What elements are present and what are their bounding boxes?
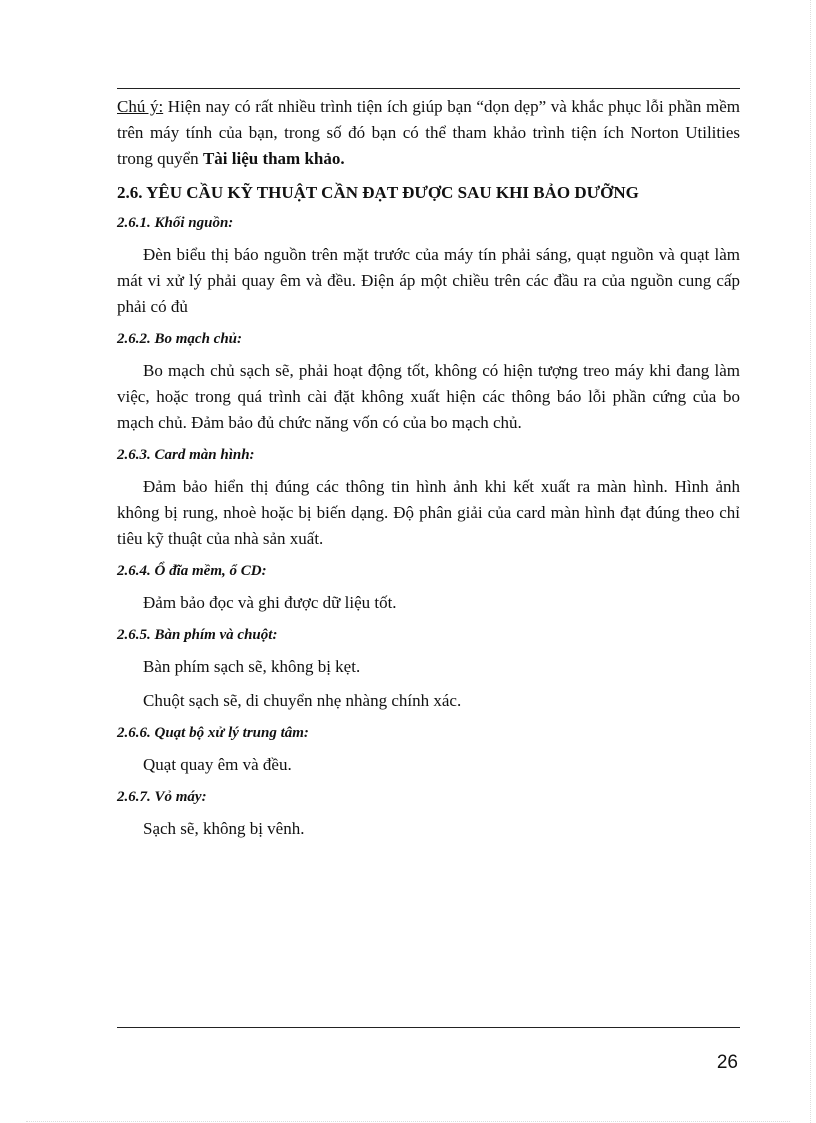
section-heading: 2.6. YÊU CẦU KỸ THUẬT CẦN ĐẠT ĐƯỢC SAU KHI BẢO DƯỠNG xyxy=(117,183,639,202)
subsection-heading: 2.6.6. Quạt bộ xử lý trung tâm: xyxy=(117,725,309,741)
subsection-paragraph: Bo mạch chủ sạch sẽ, phải hoạt động tốt, không có hiện tượng treo máy khi đang làm việc, hoặc trong quá trình cài đặt không xuất hiện các thông báo lỗi phần cứng của bo mạch chủ. Đảm bảo đủ chức năng vốn có của bo mạch chủ. xyxy=(117,361,740,432)
page-edge-right xyxy=(810,0,811,1123)
subsection-paragraph: Đảm bảo hiển thị đúng các thông tin hình ảnh khi kết xuất ra màn hình. Hình ảnh không bị rung, nhoè hoặc bị biến dạng. Độ phân giải của card màn hình đạt đúng theo chỉ tiêu kỹ thuật của nhà sản xuất. xyxy=(117,477,740,548)
subsection-line: Bàn phím sạch sẽ, không bị kẹt. xyxy=(143,657,361,676)
subsection-heading: 2.6.3. Card màn hình: xyxy=(117,447,255,463)
note-text: Hiện nay có rất nhiều trình tiện ích giúp bạn “dọn dẹp” và khắc phục lỗi phần mềm trên máy tính của bạn, trong số đó bạn có thể tham khảo trình tiện ích Norton Utilities trong quyển xyxy=(117,97,741,168)
subsection-heading: 2.6.4. Ổ đĩa mềm, ổ CD: xyxy=(117,563,267,579)
subsection-paragraph: Đèn biểu thị báo nguồn trên mặt trước của máy tín phải sáng, quạt nguồn và quạt làm mát vi xử lý phải quay êm và đều. Điện áp một chiều trên các đầu ra của nguồn cung cấp phải có đủ xyxy=(117,245,740,316)
subsection-heading: 2.6.7. Vỏ máy: xyxy=(117,789,207,805)
subsection-line: Quạt quay êm và đều. xyxy=(143,755,292,774)
subsection-drives xyxy=(117,560,740,616)
subsection-case xyxy=(117,786,740,842)
subsection-line: Đảm bảo đọc và ghi được dữ liệu tốt. xyxy=(143,593,397,612)
footer-rule xyxy=(117,1027,740,1028)
subsection-motherboard xyxy=(117,328,740,436)
subsection-heading: 2.6.2. Bo mạch chủ: xyxy=(117,331,243,347)
subsection-cpu-fan xyxy=(117,722,740,778)
note-paragraph xyxy=(117,94,740,172)
page-edge-bottom xyxy=(26,1121,790,1122)
subsection-heading: 2.6.5. Bàn phím và chuột: xyxy=(117,627,278,643)
subsection-line: Sạch sẽ, không bị vênh. xyxy=(143,819,305,838)
subsection-heading: 2.6.1. Khối nguồn: xyxy=(117,215,234,231)
subsection-line: Chuột sạch sẽ, di chuyển nhẹ nhàng chính xác. xyxy=(143,691,462,710)
page-content xyxy=(117,94,740,850)
subsection-keyboard-mouse xyxy=(117,624,740,714)
note-reference: Tài liệu tham khảo. xyxy=(202,149,345,168)
page-number: 26 xyxy=(716,1052,738,1073)
subsection-video-card xyxy=(117,444,740,552)
header-rule xyxy=(117,88,740,89)
note-label: Chú ý: xyxy=(117,97,164,116)
subsection-power-supply xyxy=(117,212,740,320)
